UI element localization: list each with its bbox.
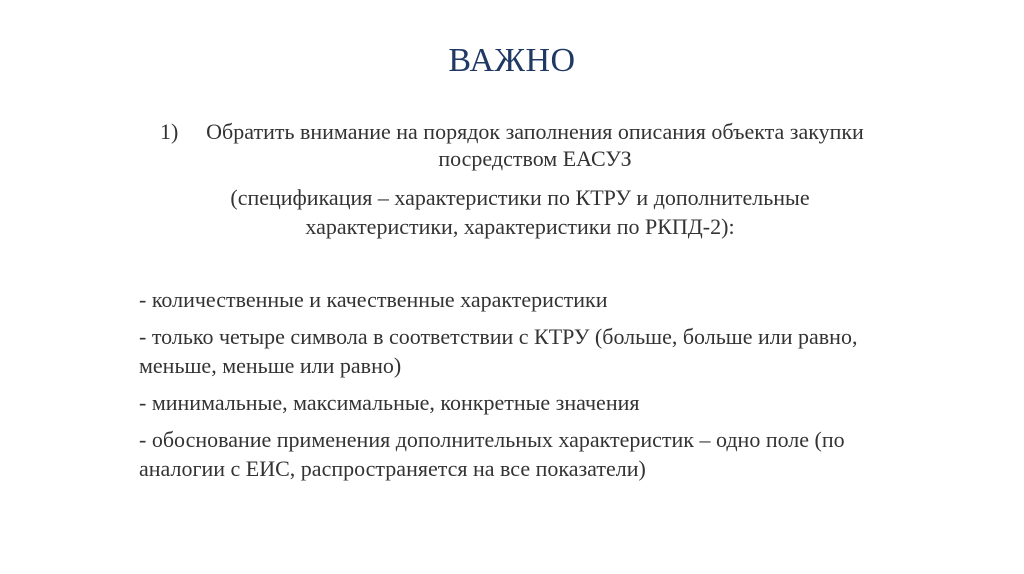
item-number: 1) (160, 119, 179, 144)
item-text: Обратить внимание на порядок заполнения описания объекта закупки посредством ЕАСУЗ (206, 119, 864, 171)
bullet-item: - обоснование применения дополнительных характеристик – одно поле (по аналогии с ЕИС, распространяется на все показатели) (139, 427, 845, 481)
bullet-item: - только четыре символа в соответствии с КТРУ (больше, больше или равно, меньше, меньше или равно) (139, 324, 858, 378)
specification-note: (спецификация – характеристики по КТРУ и дополнительные характеристики, характеристики по РКПД-2): (230, 185, 810, 239)
bullet-item: - количественные и качественные характеристики (139, 287, 608, 312)
bullet-item: - минимальные, максимальные, конкретные значения (139, 390, 640, 415)
bullet-list (139, 285, 899, 491)
slide-title: ВАЖНО (448, 42, 576, 79)
